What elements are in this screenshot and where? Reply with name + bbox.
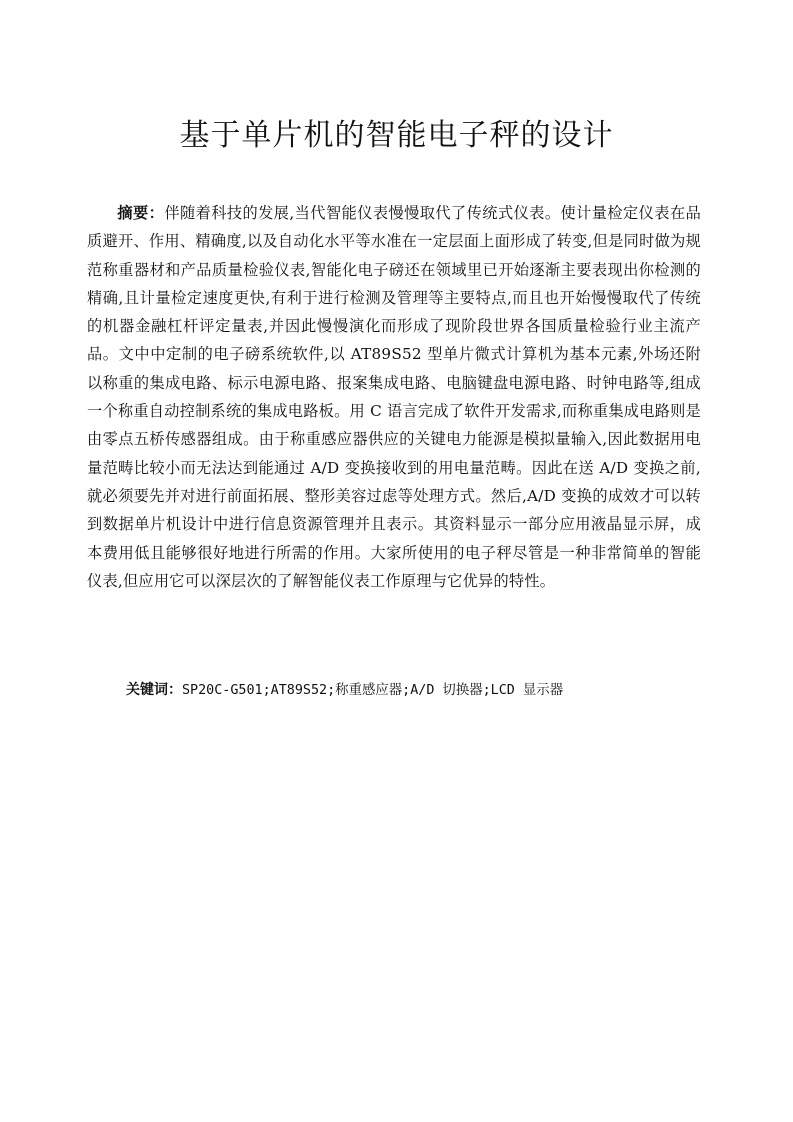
keywords-text: SP20C-G501;AT89S52;称重感应器;A/D 切换器;LCD 显示器 — [182, 683, 564, 698]
keywords-label: 关键词： — [126, 682, 182, 698]
document-title: 基于单片机的智能电子秤的设计 — [179, 118, 614, 153]
abstract-text: 伴随着科技的发展,当代智能仪表慢慢取代了传统式仪表。使计量检定仪表在品质避开、作用、精确度,以及自动化水平等水准在一定层面上面形成了转变,但是同时做为规范称重器材和产品质量检验仪表,智能化电子磅还在领域里已开始逐渐主要表现出你检测的精确,且计量检定速度更快,有利于进行检测及管理等主要特点,而且也开始慢慢取代了传统的机器金融杠杆评定量表,并因此慢慢演化而形成了现阶段世界各国质量检验行业主流产品。文中中定制的电子磅系统软件,以 AT89S52 型单片微式计算机为基本元素,外场还附以称重的集成电路、标示电源电路、报案集成电路、电脑键盘电源电路、时钟电路等,组成一个称重自动控制系统的集成电路板。用 C 语言完成了软件开发需求,而称重集成电路则是由零点五桥传感器组成。由于称重感应器供应的关键电力能源是模拟量输入,因此数据用电量范畴比较小而无法达到能通过 A/D 变换接收到的用电量范畴。因此在送 A/D 变换之前,就必须要先并对进行前面拓展、整形美容过虑等处理方式。然后,A/D 变换的成效才可以转到数据单片机设计中进行信息资源管理并且表示。其资料显示一部分应用液晶显示屏，成本费用低且能够很好地进行所需的作用。大家所使用的电子秤尽管是一种非常简单的智能仪表,但应用它可以深层次的了解智能仪表工作原理与它优异的特性。 — [87, 204, 702, 590]
abstract-paragraph — [87, 199, 701, 595]
abstract-label: 摘要： — [117, 204, 165, 222]
keywords-line — [126, 677, 726, 704]
